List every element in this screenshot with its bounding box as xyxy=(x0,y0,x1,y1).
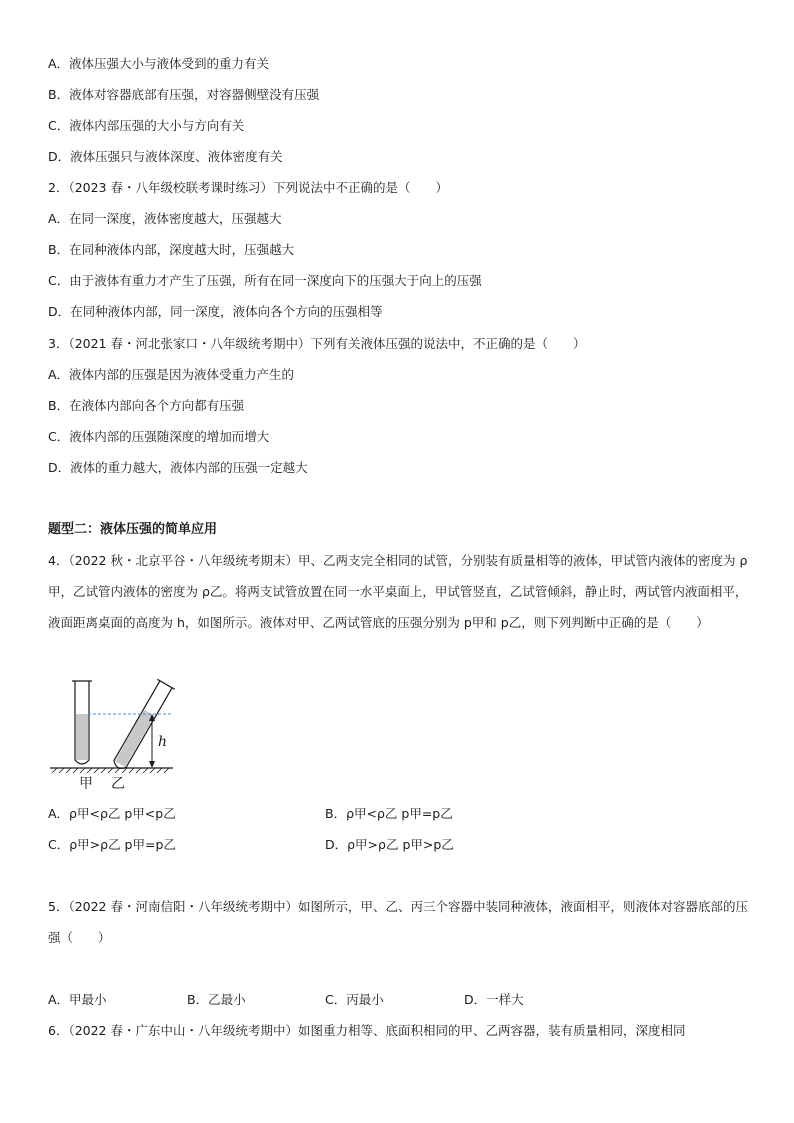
label-yi: 乙 xyxy=(111,776,125,791)
liquid-jia xyxy=(76,714,88,760)
q5-option-d: D．一样大 xyxy=(464,992,524,1007)
q3-option-b: B．在液体内部向各个方向都有压强 xyxy=(48,398,245,413)
q2-option-c: C．由于液体有重力才产生了压强，所有在同一深度向下的压强大于向上的压强 xyxy=(48,273,482,288)
q5-option-b: B．乙最小 xyxy=(187,992,246,1007)
test-tube-figure xyxy=(48,676,188,791)
q3-option-c: C．液体内部的压强随深度的增加而增大 xyxy=(48,429,270,444)
q2-option-d: D．在同种液体内部，同一深度，液体向各个方向的压强相等 xyxy=(48,304,383,319)
tube-jia xyxy=(72,681,92,764)
section-title: 题型二：液体压强的简单应用 xyxy=(48,522,218,537)
q4-option-c: C．ρ甲>ρ乙 p甲=p乙 xyxy=(48,837,176,852)
label-h: h xyxy=(158,734,168,750)
q2-option-a: A．在同一深度，液体密度越大，压强越大 xyxy=(48,211,282,226)
q1-option-c: C．液体内部压强的大小与方向有关 xyxy=(48,118,245,133)
q1-option-a: A．液体压强大小与液体受到的重力有关 xyxy=(48,56,270,71)
q5-option-c: C．丙最小 xyxy=(325,992,384,1007)
q4-option-d: D．ρ甲>ρ乙 p甲>p乙 xyxy=(325,837,454,852)
label-jia: 甲 xyxy=(79,776,93,791)
q2-stem: 2．（2023 春・八年级校联考课时练习）下列说法中不正确的是（ ） xyxy=(48,180,448,195)
liquid-yi xyxy=(115,710,155,767)
table-surface xyxy=(50,768,173,773)
q4-option-b: B．ρ甲<ρ乙 p甲=p乙 xyxy=(325,806,453,821)
q2-option-b: B．在同种液体内部，深度越大时，压强越大 xyxy=(48,242,295,257)
q1-option-d: D．液体压强只与液体深度、液体密度有关 xyxy=(48,149,283,164)
q4-stem: 4．（2022 秋・北京平谷・八年级统考期末）甲、乙两支完全相同的试管，分别装有质量相等的液体，甲试管内液体的密度为 ρ甲，乙试管内液体的密度为 ρ乙。将两支试管放置在同一水平桌面上，甲试管竖直，乙试管倾斜，静止时，两试管内液面相平，液面距离桌面的高度为 h，如图所示。液体对甲、乙两试管底的压强分别为 p甲和 p乙，则下列判断中正确的是（ ） xyxy=(48,553,748,630)
q6-stem: 6．（2022 春・广东中山・八年级统考期中）如图重力相等、底面积相同的甲、乙两容器，装有质量相同，深度相同 xyxy=(48,1023,686,1038)
q1-option-b: B．液体对容器底部有压强，对容器侧壁没有压强 xyxy=(48,87,320,102)
q3-option-d: D．液体的重力越大，液体内部的压强一定越大 xyxy=(48,460,308,475)
q3-option-a: A．液体内部的压强是因为液体受重力产生的 xyxy=(48,367,295,382)
q4-option-a: A．ρ甲<ρ乙 p甲<p乙 xyxy=(48,806,176,821)
tube-yi xyxy=(109,679,174,772)
q5-stem: 5．（2022 春・河南信阳・八年级统考期中）如图所示，甲、乙、丙三个容器中装同种液体，液面相平，则液体对容器底部的压强（ ） xyxy=(48,899,748,945)
q3-stem: 3．（2021 春・河北张家口・八年级统考期中）下列有关液体压强的说法中，不正确的是（ ） xyxy=(48,336,586,351)
q5-option-a: A．甲最小 xyxy=(48,992,107,1007)
